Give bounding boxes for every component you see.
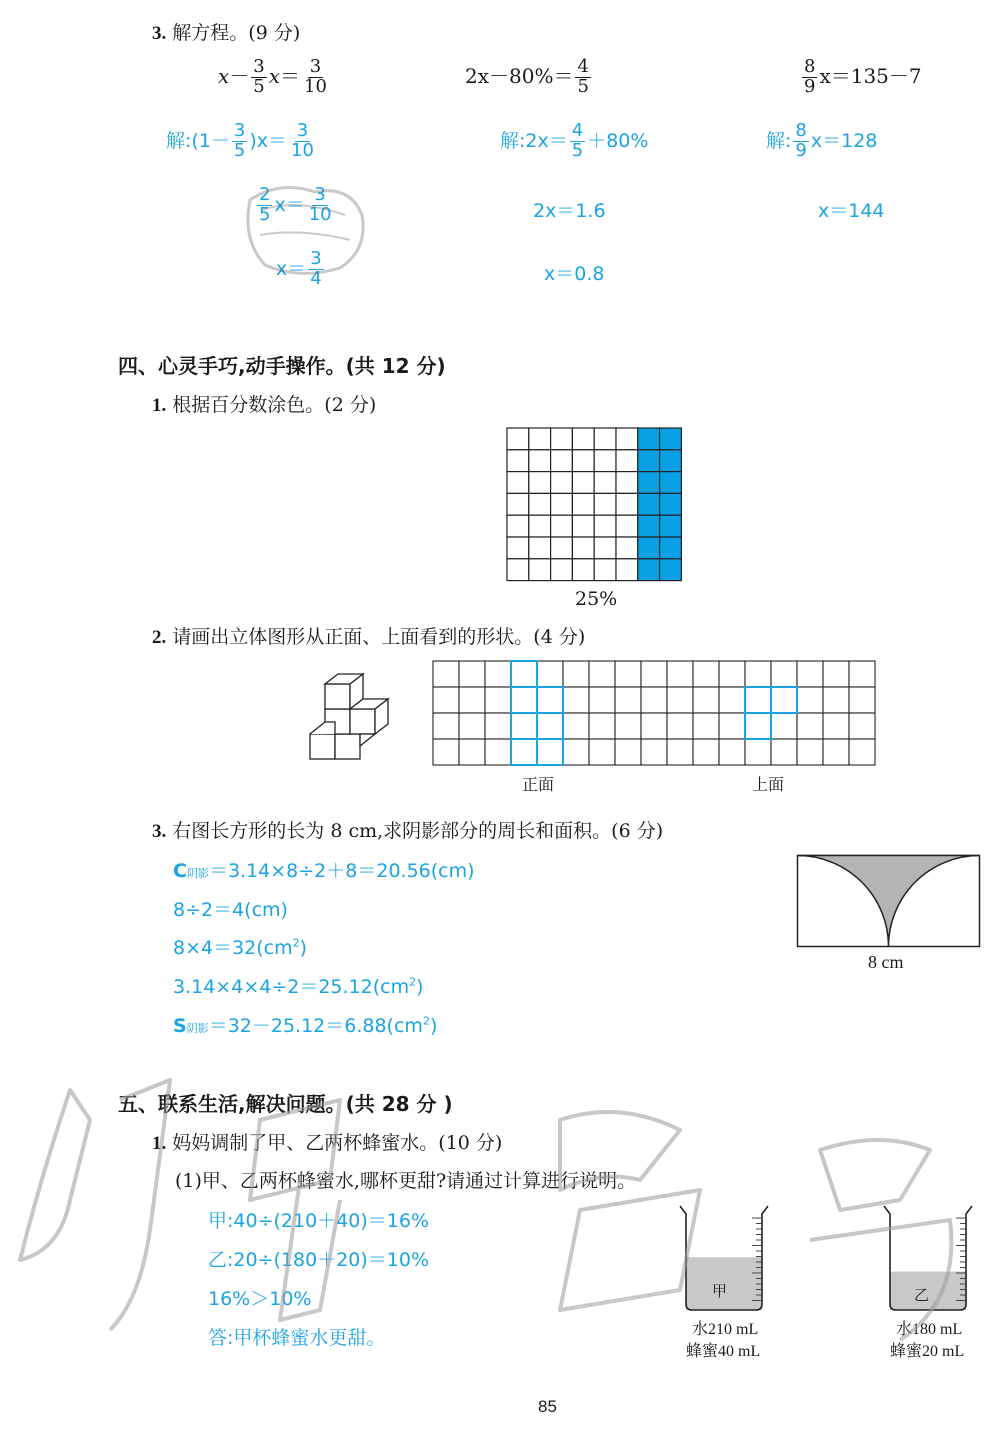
answer-1-line-1: 解:(1－ $\frac{3}{5}$ )x＝ $\frac{3}{10}$ — [166, 120, 314, 161]
drawing-grid-cell — [771, 687, 797, 713]
drawing-grid-cell — [745, 687, 771, 713]
grid-cell — [551, 559, 573, 581]
drawing-grid-cell — [641, 713, 667, 739]
grid-cell-filled — [660, 428, 682, 450]
drawing-grid-cell — [563, 713, 589, 739]
grid-cell — [594, 472, 616, 494]
equation-3: $\frac{8}{9}$ x＝135－7 — [804, 56, 922, 97]
grid-cell — [616, 450, 638, 472]
drawing-grid-cell — [641, 687, 667, 713]
beaker-1-water: 水210 mL — [692, 1321, 759, 1338]
drawing-grid-cell — [849, 687, 875, 713]
drawing-grid-cell — [485, 713, 511, 739]
beaker-2-water: 水180 mL — [896, 1321, 963, 1338]
grid-cell — [594, 493, 616, 515]
drawing-grid-cell — [641, 739, 667, 765]
drawing-grid-cell — [771, 713, 797, 739]
grid-cell-filled — [638, 472, 660, 494]
drawing-grid-cell — [823, 739, 849, 765]
drawing-grid-cell — [563, 661, 589, 687]
drawing-grid-cell — [459, 687, 485, 713]
answer-compare: 16%＞10% — [208, 1288, 312, 1310]
grid-cell — [572, 428, 594, 450]
grid-cell-filled — [660, 472, 682, 494]
grid-cell — [529, 537, 551, 559]
equation-2: 2x－80%＝ $\frac{4}{5}$ — [465, 56, 589, 97]
answer-cup-1: 甲:40÷(210＋40)＝16% — [208, 1210, 429, 1232]
drawing-grid-cell — [589, 687, 615, 713]
calc-circle-area: $3.14\times 4\times 4\div 2=25.12(cm^2)$ — [173, 975, 424, 998]
answer-cup-2: 乙:20÷(180＋20)＝10% — [208, 1249, 429, 1271]
grid-cell — [551, 515, 573, 537]
answer-3-line-2: x＝144 — [818, 200, 885, 222]
drawing-grid-cell — [537, 713, 563, 739]
grid-cell-filled — [638, 428, 660, 450]
answer-conclusion: 答:甲杯蜂蜜水更甜。 — [208, 1327, 386, 1349]
drawing-grid-cell — [667, 687, 693, 713]
grid-cell — [551, 537, 573, 559]
drawing-grid-cell — [563, 687, 589, 713]
beaker-2-honey: 蜂蜜20 mL — [890, 1343, 965, 1360]
calc-rect-area: $8\times 4=32(cm^2)$ — [173, 936, 308, 959]
grid-cell — [529, 559, 551, 581]
grid-cell — [507, 537, 529, 559]
drawing-grid-cell — [719, 661, 745, 687]
drawing-grid-cell — [719, 687, 745, 713]
drawing-grid-cell — [537, 661, 563, 687]
drawing-grid-cell — [823, 661, 849, 687]
drawing-grid-cell — [485, 661, 511, 687]
grid-cell-filled — [638, 559, 660, 581]
answer-3-line-1: 解: $\frac{8}{9}$ x＝128 — [766, 120, 878, 161]
grid-cell — [507, 450, 529, 472]
drawing-grid-cell — [537, 687, 563, 713]
grid-cell — [594, 450, 616, 472]
grid-cell-filled — [638, 537, 660, 559]
grid-cell — [594, 515, 616, 537]
grid-cell-filled — [638, 493, 660, 515]
cube-stack-figure — [305, 670, 395, 770]
section-4-title: 四、心灵手巧,动手操作。(共 12 分) — [118, 354, 446, 378]
grid-cell-filled — [638, 450, 660, 472]
grid-cell — [551, 450, 573, 472]
calc-radius: 8÷2＝4(cm) — [173, 899, 288, 921]
drawing-grid-cell — [797, 713, 823, 739]
drawing-grid-cell — [589, 661, 615, 687]
drawing-grid-cell — [589, 739, 615, 765]
drawing-grid-cell — [433, 739, 459, 765]
grid-cell — [616, 559, 638, 581]
grid-cell — [616, 428, 638, 450]
drawing-grid-cell — [511, 713, 537, 739]
drawing-grid-cell — [797, 739, 823, 765]
drawing-grid-cell — [797, 687, 823, 713]
q3-title: 3. 解方程。(9 分) — [152, 22, 301, 44]
drawing-grid-cell — [849, 739, 875, 765]
drawing-grid-cell — [485, 687, 511, 713]
drawing-grid-cell — [849, 713, 875, 739]
grid-cell — [507, 472, 529, 494]
grid-cell — [507, 559, 529, 581]
section-5-title: 五、联系生活,解决问题。(共 28 分 ) — [118, 1092, 453, 1116]
answer-2-line-1: 解:2x＝ $\frac{4}{5}$ ＋80% — [500, 120, 649, 161]
drawing-grid-cell — [771, 661, 797, 687]
drawing-grid-cell — [459, 713, 485, 739]
grid-cell — [572, 472, 594, 494]
drawing-grid — [430, 658, 882, 768]
grid-cell — [529, 428, 551, 450]
calc-shaded-area: S阴影$=32-25.12=6.88(cm^2)$ — [173, 1014, 438, 1037]
front-view-label: 正面 — [522, 775, 555, 794]
grid-cell — [594, 428, 616, 450]
drawing-grid-cell — [745, 739, 771, 765]
drawing-grid-cell — [511, 661, 537, 687]
grid-cell — [572, 537, 594, 559]
drawing-grid-cell — [641, 661, 667, 687]
rect-length-label: 8 cm — [868, 952, 904, 972]
drawing-grid-cell — [719, 713, 745, 739]
drawing-grid-cell — [537, 739, 563, 765]
drawing-grid-cell — [693, 661, 719, 687]
grid-cell — [551, 428, 573, 450]
grid-cell — [572, 493, 594, 515]
grid-cell — [616, 537, 638, 559]
grid-cell — [529, 450, 551, 472]
grid-cell — [572, 559, 594, 581]
drawing-grid-cell — [667, 661, 693, 687]
drawing-grid-cell — [823, 713, 849, 739]
s4-q1-text: 1. 根据百分数涂色。(2 分) — [152, 394, 377, 416]
drawing-grid-cell — [745, 713, 771, 739]
grid-cell — [507, 515, 529, 537]
drawing-grid-cell — [693, 713, 719, 739]
drawing-grid-cell — [485, 739, 511, 765]
drawing-grid-cell — [615, 713, 641, 739]
drawing-grid-cell — [615, 687, 641, 713]
page-number: 85 — [538, 1397, 557, 1416]
grid-cell — [616, 493, 638, 515]
drawing-grid-cell — [615, 739, 641, 765]
drawing-grid-cells — [433, 661, 875, 765]
calc-perimeter: C阴影＝3.14×8÷2＋8＝20.56(cm) — [173, 860, 475, 882]
drawing-grid-cell — [433, 687, 459, 713]
grid-cell — [594, 537, 616, 559]
beaker-2-label: 乙 — [914, 1286, 930, 1304]
drawing-grid-cell — [511, 687, 537, 713]
percent-grid — [500, 420, 700, 590]
grid-cell — [572, 450, 594, 472]
drawing-grid-cell — [459, 739, 485, 765]
grid-cell — [529, 472, 551, 494]
drawing-grid-cell — [433, 661, 459, 687]
drawing-grid-cell — [459, 661, 485, 687]
drawing-grid-cell — [615, 661, 641, 687]
drawing-grid-cell — [433, 713, 459, 739]
drawing-grid-cell — [693, 739, 719, 765]
drawing-grid-cell — [771, 739, 797, 765]
drawing-grid-cell — [693, 687, 719, 713]
grid-cell — [551, 472, 573, 494]
drawing-grid-cell — [563, 739, 589, 765]
answer-1-line-2: $\frac{2}{5}$ x＝ $\frac{3}{10}$ — [259, 184, 332, 225]
grid-cell-filled — [660, 515, 682, 537]
grid-cell — [551, 493, 573, 515]
grid-cell-filled — [660, 537, 682, 559]
grid-cell — [529, 515, 551, 537]
beaker-1-label: 甲 — [712, 1282, 728, 1300]
drawing-grid-cell — [667, 713, 693, 739]
drawing-grid-cell — [849, 661, 875, 687]
answer-2-line-2: 2x＝1.6 — [533, 200, 606, 222]
answer-1-line-3: x＝ $\frac{3}{4}$ — [276, 248, 322, 289]
grid-cell — [594, 559, 616, 581]
drawing-grid-cell — [823, 687, 849, 713]
drawing-grid-cell — [745, 661, 771, 687]
grid-cell-filled — [660, 450, 682, 472]
drawing-grid-cell — [719, 739, 745, 765]
drawing-grid-cell — [511, 739, 537, 765]
drawing-grid-cell — [667, 739, 693, 765]
top-view-label: 上面 — [752, 775, 785, 794]
grid-cell — [507, 428, 529, 450]
grid-cell — [507, 493, 529, 515]
shaded-rectangle-figure — [796, 854, 982, 950]
grid-cell-filled — [660, 493, 682, 515]
s5-q1-text: 1. 妈妈调制了甲、乙两杯蜂蜜水。(10 分) — [152, 1132, 503, 1154]
s4-q3-text: 3. 右图长方形的长为 8 cm,求阴影部分的周长和面积。(6 分) — [152, 820, 664, 842]
drawing-grid-cell — [589, 713, 615, 739]
equation-1: x－ $\frac{3}{5}$ x＝ $\frac{3}{10}$ — [218, 56, 327, 97]
s4-q2-text: 2. 请画出立体图形从正面、上面看到的形状。(4 分) — [152, 626, 586, 648]
drawing-grid-cell — [797, 661, 823, 687]
grid-cell — [616, 472, 638, 494]
s5-sub1-text: (1)甲、乙两杯蜂蜜水,哪杯更甜?请通过计算进行说明。 — [175, 1170, 637, 1192]
beaker-1-honey: 蜂蜜40 mL — [686, 1343, 761, 1360]
grid-cell-filled — [638, 515, 660, 537]
answer-2-line-3: x＝0.8 — [544, 263, 605, 285]
grid-cell-filled — [660, 559, 682, 581]
grid-label: 25% — [575, 588, 618, 610]
grid-cell — [529, 493, 551, 515]
grid-cell — [616, 515, 638, 537]
grid-cell — [572, 515, 594, 537]
percent-grid-cells — [507, 428, 681, 581]
